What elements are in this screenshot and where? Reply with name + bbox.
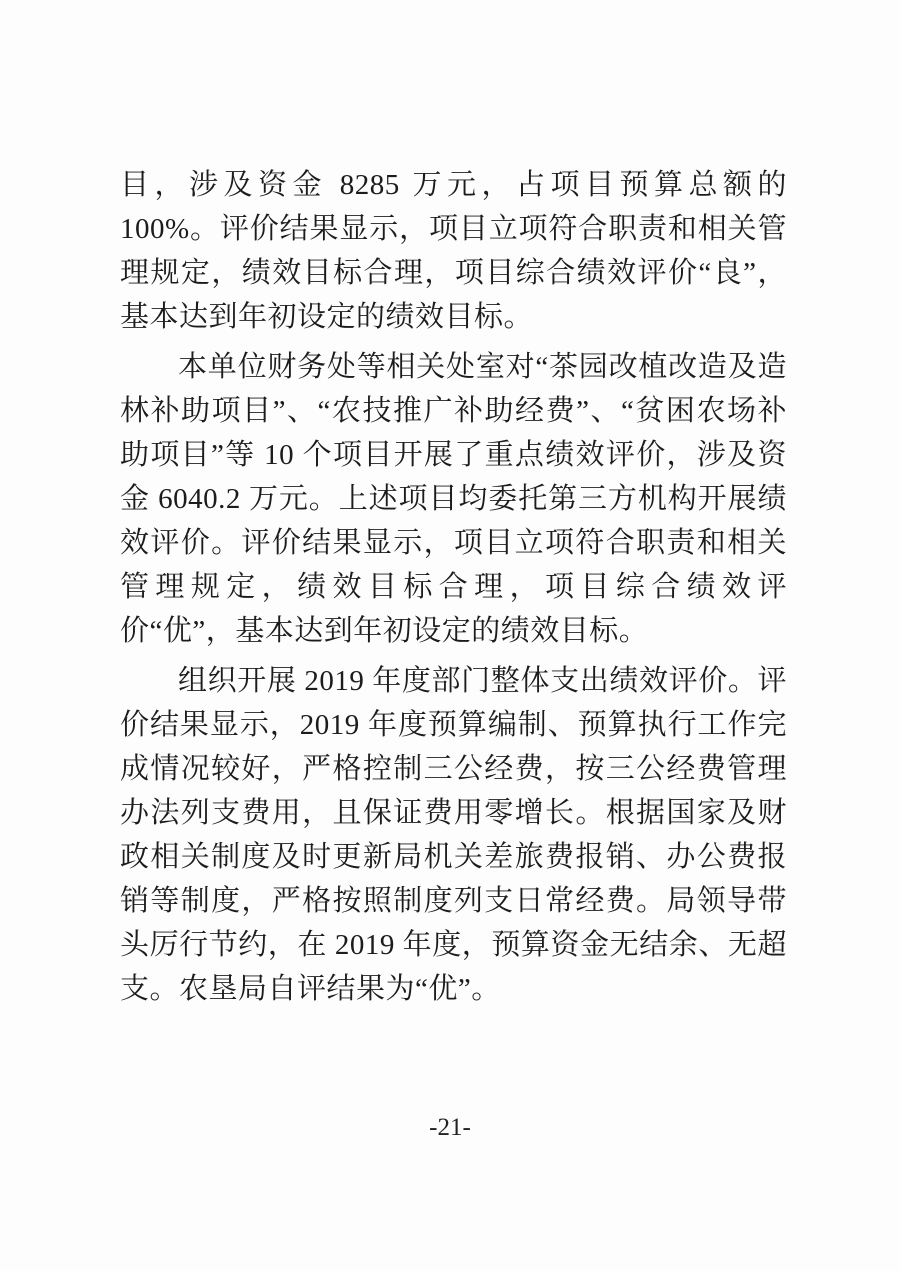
page-number: -21- xyxy=(429,1114,471,1141)
document-body xyxy=(120,163,787,1011)
body-paragraph: 本单位财务处等相关处室对“茶园改植改造及造林补助项目”、“农技推广补助经费”、“贫困农场补助项目”等 10 个项目开展了重点绩效评价，涉及资金 6040.2 万元。上述项目均委托第三方机构开展绩效评价。评价结果显示，项目立项符合职责和相关管理规定，绩效目标合理，项目综合绩效评价“优”，基本达到年初设定的绩效目标。 xyxy=(120,351,787,647)
body-paragraph: 目，涉及资金 8285 万元，占项目预算总额的 100%。评价结果显示，项目立项符合职责和相关管理规定，绩效目标合理，项目综合绩效评价“良”，基本达到年初设定的绩效目标。 xyxy=(120,169,787,333)
body-paragraph: 组织开展 2019 年度部门整体支出绩效评价。评价结果显示，2019 年度预算编制、预算执行工作完成情况较好，严格控制三公经费，按三公经费管理办法列支费用，且保证费用零增长。根据国家及财政相关制度及时更新局机关差旅费报销、办公费报销等制度，严格按照制度列支日常经费。局领导带头厉行节约，在 2019 年度，预算资金无结余、无超支。农垦局自评结果为“优”。 xyxy=(120,665,787,1005)
